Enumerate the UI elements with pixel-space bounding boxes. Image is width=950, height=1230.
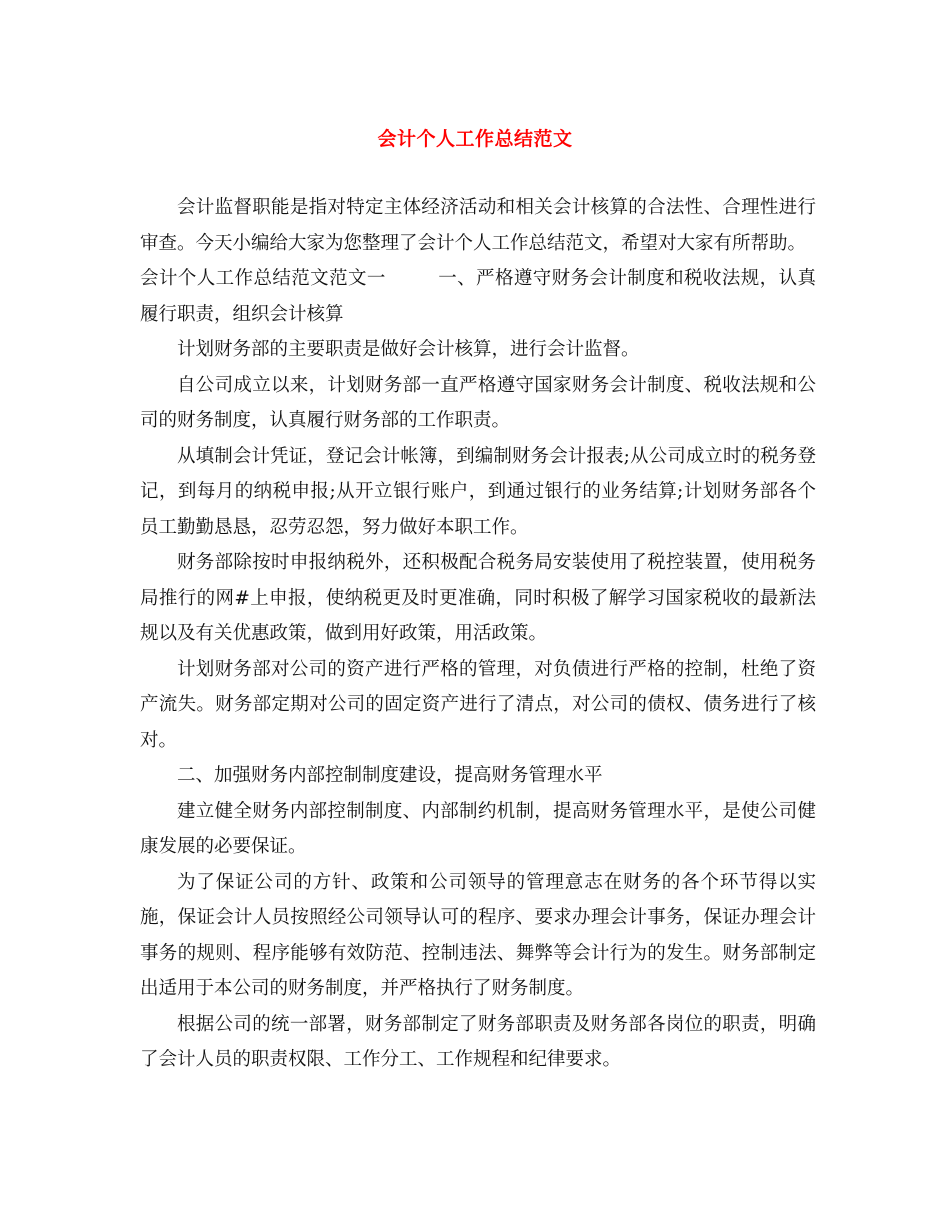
sample-label: 会计个人工作总结范文范文一 xyxy=(140,268,386,289)
intro-paragraph: 会计监督职能是指对特定主体经济活动和相关会计核算的合法性、合理性进行审查。今天小编给大家为您整理了会计个人工作总结范文，希望对大家有所帮助。 xyxy=(140,197,816,254)
body-paragraph: 根据公司的统一部署，财务部制定了财务部职责及财务部各岗位的职责，明确了会计人员的职责权限、工作分工、工作规程和纪律要求。 xyxy=(140,1013,816,1070)
body-paragraph: 财务部除按时申报纳税外，还积极配合税务局安装使用了税控装置，使用税务局推行的网#上申报，使纳税更及时更准确，同时积极了解学习国家税收的最新法规以及有关优惠政策，做到用好政策，用活政策。 xyxy=(140,552,816,644)
body-paragraph: 自公司成立以来，计划财务部一直严格遵守国家财务会计制度、税收法规和公司的财务制度，认真履行财务部的工作职责。 xyxy=(140,374,816,431)
section-heading-1: 一、严格遵守财务会计制度和税收法规，认真履行职责，组织会计核算 xyxy=(140,268,816,325)
body-paragraph: 从填制会计凭证，登记会计帐簿，到编制财务会计报表;从公司成立时的税务登记，到每月的纳税申报;从开立银行账户，到通过银行的业务结算;计划财务部各个员工勤勤恳恳，忍劳忍怨，努力做好本职工作。 xyxy=(140,445,816,538)
document-body xyxy=(140,190,816,1078)
body-paragraph: 计划财务部的主要职责是做好会计核算，进行会计监督。 xyxy=(177,339,640,360)
document-title: 会计个人工作总结范文 xyxy=(377,128,573,150)
body-paragraph: 为了保证公司的方针、政策和公司领导的管理意志在财务的各个环节得以实施，保证会计人员按照经公司领导认可的程序、要求办理会计事务，保证办理会计事务的规则、程序能够有效防范、控制违法、舞弊等会计行为的发生。财务部制定出适用于本公司的财务制度，并严格执行了财务制度。 xyxy=(140,871,816,999)
section-heading-2: 二、加强财务内部控制制度建设，提高财务管理水平 xyxy=(177,765,603,786)
body-paragraph: 建立健全财务内部控制制度、内部制约机制，提高财务管理水平，是使公司健康发展的必要保证。 xyxy=(140,800,816,857)
section-intro-line xyxy=(140,261,816,332)
body-paragraph: 计划财务部对公司的资产进行严格的管理，对负债进行严格的控制，杜绝了资产流失。财务部定期对公司的固定资产进行了清点，对公司的债权、债务进行了核对。 xyxy=(140,658,816,751)
